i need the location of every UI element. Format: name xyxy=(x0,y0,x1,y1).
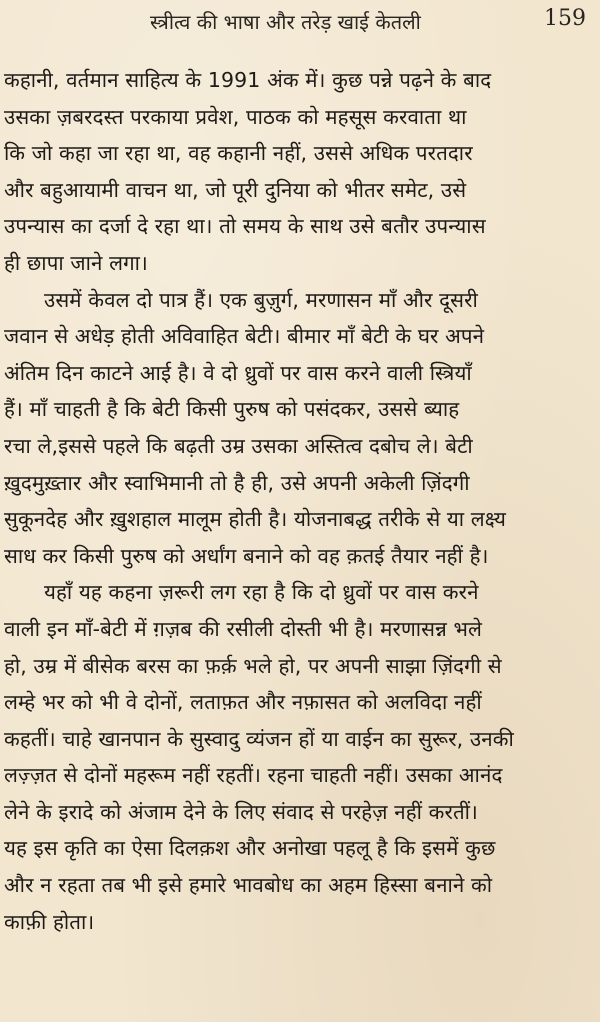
text-line: सुकूनदेह और ख़ुशहाल मालूम होती है। योजनाबद्ध तरीके से या लक्ष्य xyxy=(4,507,507,532)
text-line: यहाँ यह कहना ज़रूरी लग रहा है कि दो ध्रुवों पर वास करने xyxy=(44,580,479,605)
text-line: अंतिम दिन काटने आई है। वे दो ध्रुवों पर वास करने वाली स्त्रियाँ xyxy=(4,360,472,385)
text-line: रचा ले,इससे पहले कि बढ़ती उम्र उसका अस्तित्व दबोच ले। बेटी xyxy=(4,433,473,458)
text-line: लेने के इरादे को अंजाम देने के लिए संवाद से परहेज़ नहीं करतीं। xyxy=(4,799,478,824)
text-line: लज़्ज़त से दोनों महरूम नहीं रहतीं। रहना चाहती नहीं। उसका आनंद xyxy=(4,763,503,788)
text-line: हैं। माँ चाहती है कि बेटी किसी पुरुष को पसंदकर, उससे ब्याह xyxy=(4,397,460,422)
text-line: और न रहता तब भी इसे हमारे भावबोध का अहम हिस्सा बनाने को xyxy=(4,873,493,898)
text-line: उपन्यास का दर्जा दे रहा था। तो समय के साथ उसे बतौर उपन्यास xyxy=(4,214,486,239)
text-line: लम्हे भर को भी वे दोनों, लताफ़त और नफ़ासत को अलविदा नहीं xyxy=(4,690,482,715)
text-line: और बहुआयामी वाचन था, जो पूरी दुनिया को भीतर समेट, उसे xyxy=(4,177,467,202)
text-line: काफ़ी होता। xyxy=(4,909,95,934)
text-line: हो, उम्र में बीसेक बरस का फ़र्क़ भले हो, पर अपनी साझा ज़िंदगी से xyxy=(4,653,502,678)
text-line: वाली इन माँ-बेटी में ग़ज़ब की रसीली दोस्ती भी है। मरणासन्न भले xyxy=(4,616,483,641)
text-line: यह इस कृति का ऐसा दिलक़श और अनोखा पहलू है कि इसमें कुछ xyxy=(4,836,496,861)
text-line: जवान से अधेड़ होती अविवाहित बेटी। बीमार माँ बेटी के घर अपने xyxy=(4,324,485,349)
page-number: 159 xyxy=(544,6,586,31)
text-line: उसमें केवल दो पात्र हैं। एक बुज़ुर्ग, मरणासन माँ और दूसरी xyxy=(44,287,478,312)
body-text xyxy=(4,62,596,940)
text-line: ही छापा जाने लगा। xyxy=(4,250,148,275)
text-line: साध कर किसी पुरुष को अर्धांग बनाने को वह क़तई तैयार नहीं है। xyxy=(4,543,489,568)
text-line: कहानी, वर्तमान साहित्य के 1991 अंक में। कुछ पन्ने पढ़ने के बाद xyxy=(4,68,492,92)
text-line: कहतीं। चाहे खानपान के सुस्वादु व्यंजन हों या वाईन का सुरूर, उनकी xyxy=(4,726,514,751)
running-title: स्त्रीत्व की भाषा और तरेड़ खाई केतली xyxy=(150,10,421,34)
text-line: ख़ुदमुख़्तार और स्वाभिमानी तो है ही, उसे अपनी अकेली ज़िंदगी xyxy=(4,470,470,495)
running-header xyxy=(0,6,600,36)
text-line: उसका ज़बरदस्त परकाया प्रवेश, पाठक को महसूस करवाता था xyxy=(4,104,467,129)
text-line: कि जो कहा जा रहा था, वह कहानी नहीं, उससे अधिक परतदार xyxy=(4,141,473,166)
